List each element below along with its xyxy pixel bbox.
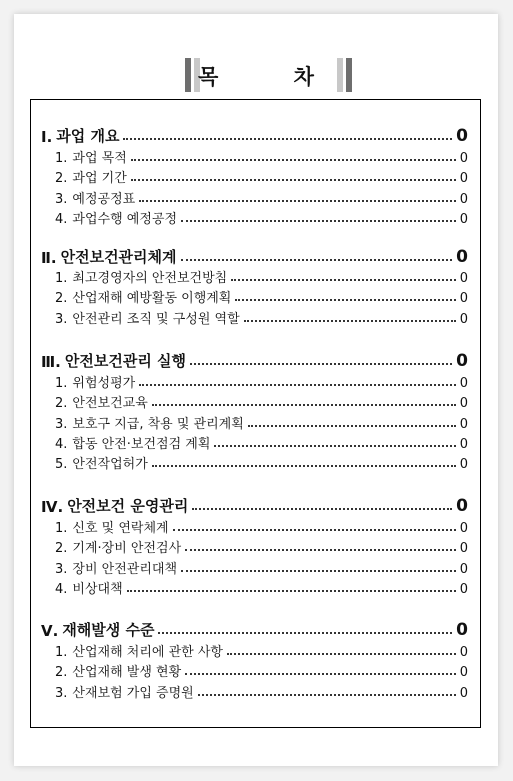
dot-leader xyxy=(181,220,456,222)
dot-leader xyxy=(192,508,452,510)
entry-number: 1. xyxy=(55,271,68,286)
entry-number: 2. xyxy=(55,171,68,187)
dot-leader xyxy=(181,570,456,572)
section-number: Ⅰ. xyxy=(41,128,53,146)
toc-section-3[interactable] xyxy=(41,349,468,371)
entry-page-number: 0 xyxy=(459,436,468,452)
entry-page-number: 0 xyxy=(459,396,468,412)
entry-page-number: 0 xyxy=(459,561,468,577)
entry-page-number: 0 xyxy=(459,311,468,327)
dot-leader xyxy=(185,673,456,675)
entry-number: 3. xyxy=(55,561,68,577)
entry-page-number: 0 xyxy=(459,685,468,701)
toc-entry[interactable] xyxy=(41,207,468,227)
entry-label: 합동 안전·보건점검 계획 xyxy=(72,436,211,452)
entry-label: 산업재해 발생 현황 xyxy=(72,665,182,681)
toc-title-block xyxy=(14,58,498,92)
toc-entry[interactable] xyxy=(41,286,468,306)
toc-entry[interactable] xyxy=(41,412,468,432)
section-number: Ⅴ. xyxy=(41,622,59,640)
toc-section-5[interactable] xyxy=(41,618,468,640)
entry-page-number: 0 xyxy=(459,191,468,207)
toc-entry[interactable] xyxy=(41,307,468,327)
entry-number: 2. xyxy=(55,665,68,681)
entry-page-number: 0 xyxy=(459,665,468,681)
toc-entry[interactable] xyxy=(41,536,468,556)
toc-entry[interactable] xyxy=(41,452,468,472)
entry-page-number: 0 xyxy=(459,171,468,187)
entry-number: 1. xyxy=(55,521,68,536)
entry-number: 1. xyxy=(55,151,68,166)
dot-leader xyxy=(123,138,452,140)
entry-number: 3. xyxy=(55,191,68,207)
entry-label: 비상대책 xyxy=(72,581,123,597)
entry-page-number: 0 xyxy=(459,376,468,391)
dot-leader xyxy=(235,299,455,301)
section-title: 과업 개요 xyxy=(56,127,120,145)
toc-section-2[interactable] xyxy=(41,245,468,267)
section-title: 재해발생 수준 xyxy=(62,621,155,639)
toc-section-1[interactable] xyxy=(41,124,468,146)
toc-entry[interactable] xyxy=(41,557,468,577)
toc-entry[interactable] xyxy=(41,681,468,701)
entry-number: 2. xyxy=(55,541,68,557)
section-number: Ⅲ. xyxy=(41,353,61,371)
entry-number: 1. xyxy=(55,645,68,660)
entry-label: 예정공정표 xyxy=(72,191,136,207)
section-page-number: 0 xyxy=(456,126,468,146)
section-title: 안전보건관리 실행 xyxy=(64,352,187,370)
entry-page-number: 0 xyxy=(459,211,468,227)
section-page-number: 0 xyxy=(456,620,468,640)
entry-label: 위험성평가 xyxy=(72,376,136,391)
entry-number: 3. xyxy=(55,416,68,432)
toc-entry[interactable] xyxy=(41,166,468,186)
entry-page-number: 0 xyxy=(459,416,468,432)
entry-page-number: 0 xyxy=(459,271,468,286)
entry-number: 4. xyxy=(55,436,68,452)
document-page xyxy=(14,14,498,766)
toc-entry[interactable] xyxy=(41,660,468,680)
toc-box xyxy=(30,99,481,728)
toc-section-4[interactable] xyxy=(41,494,468,516)
entry-page-number: 0 xyxy=(459,645,468,660)
entry-label: 최고경영자의 안전보건방침 xyxy=(72,271,228,286)
toc-entry[interactable] xyxy=(41,432,468,452)
dot-leader xyxy=(139,200,456,202)
toc-entry[interactable] xyxy=(41,391,468,411)
entry-label: 신호 및 연락체계 xyxy=(72,521,169,536)
entry-label: 보호구 지급, 착용 및 관리계획 xyxy=(72,416,244,432)
entry-number: 5. xyxy=(55,457,68,473)
entry-number: 3. xyxy=(55,685,68,701)
dot-leader xyxy=(227,653,456,655)
entry-label: 산재보험 가입 증명원 xyxy=(72,685,194,701)
entry-number: 4. xyxy=(55,211,68,227)
dot-leader xyxy=(244,320,456,322)
toc-entry[interactable] xyxy=(41,266,468,286)
dot-leader xyxy=(173,529,456,531)
entry-label: 산업재해 처리에 관한 사항 xyxy=(72,645,223,660)
dot-leader xyxy=(190,363,452,365)
dot-leader xyxy=(131,179,456,181)
section-page-number: 0 xyxy=(456,351,468,371)
section-number: Ⅳ. xyxy=(41,498,64,516)
entry-number: 2. xyxy=(55,291,68,307)
toc-entry[interactable] xyxy=(41,187,468,207)
entry-label: 과업 목적 xyxy=(72,151,127,166)
entry-label: 안전관리 조직 및 구성원 역할 xyxy=(72,311,240,327)
toc-entry[interactable] xyxy=(41,146,468,166)
section-number: Ⅱ. xyxy=(41,249,57,267)
entry-label: 안전작업허가 xyxy=(72,457,148,473)
dot-leader xyxy=(152,404,456,406)
entry-label: 산업재해 예방활동 이행계획 xyxy=(72,291,232,307)
toc-entry[interactable] xyxy=(41,371,468,391)
entry-number: 3. xyxy=(55,311,68,327)
entry-number: 1. xyxy=(55,376,68,391)
dot-leader xyxy=(214,445,455,447)
dot-leader xyxy=(185,549,456,551)
entry-label: 안전보건교육 xyxy=(72,396,148,412)
toc-entry[interactable] xyxy=(41,640,468,660)
dot-leader xyxy=(181,259,453,261)
entry-page-number: 0 xyxy=(459,541,468,557)
toc-entry[interactable] xyxy=(41,577,468,597)
dot-leader xyxy=(139,384,456,386)
entry-label: 과업 기간 xyxy=(72,171,127,187)
dot-leader xyxy=(198,694,456,696)
section-title: 안전보건 운영관리 xyxy=(67,497,189,515)
entry-page-number: 0 xyxy=(459,581,468,597)
dot-leader xyxy=(158,632,452,634)
entry-number: 4. xyxy=(55,581,68,597)
section-page-number: 0 xyxy=(456,496,468,516)
entry-page-number: 0 xyxy=(459,457,468,473)
entry-label: 과업수행 예정공정 xyxy=(72,211,178,227)
section-page-number: 0 xyxy=(456,247,468,267)
entry-page-number: 0 xyxy=(459,521,468,536)
entry-number: 2. xyxy=(55,396,68,412)
section-title: 안전보건관리체계 xyxy=(60,248,177,266)
entry-label: 기계·장비 안전검사 xyxy=(72,541,182,557)
entry-page-number: 0 xyxy=(459,291,468,307)
dot-leader xyxy=(152,465,456,467)
toc-title: 목 차 xyxy=(198,65,348,89)
toc-entry[interactable] xyxy=(41,516,468,536)
dot-leader xyxy=(248,425,456,427)
dot-leader xyxy=(127,590,456,592)
entry-page-number: 0 xyxy=(459,151,468,166)
dot-leader xyxy=(131,159,456,161)
entry-label: 장비 안전관리대책 xyxy=(72,561,178,577)
dot-leader xyxy=(231,279,455,281)
